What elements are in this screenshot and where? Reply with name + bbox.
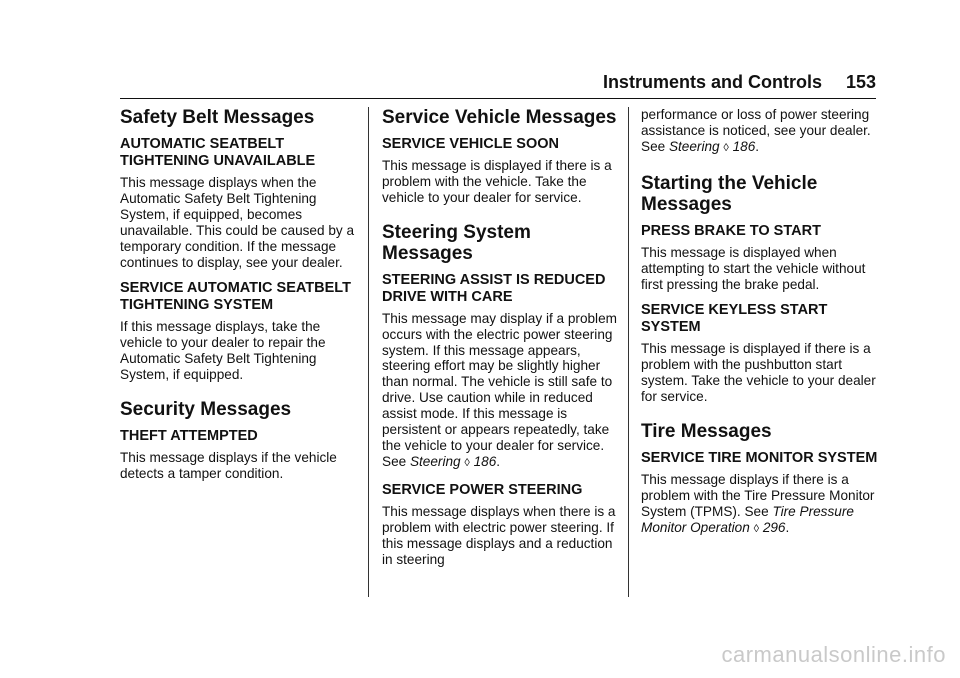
subheading-press-brake-to-start: PRESS BRAKE TO START [641, 222, 821, 239]
heading-safety-belt-messages: Safety Belt Messages [120, 107, 315, 128]
paragraph-text: performance or loss of power steering assistance is noticed, see your dealer. See [641, 107, 871, 154]
section-title: Instruments and Controls [602, 72, 822, 92]
paragraph: This message may display if a problem occurs with the electric power steering system. If this message appears, steering effort may be slightly higher than normal. The vehicle is still safe to drive. Use caution while in reduced assist mode. If this message is persistent or appears repeatedly, take the vehicle to your dealer for service. See Steering ◊ 186. [382, 310, 617, 469]
page-reference-icon: ◊ [464, 456, 470, 469]
heading-service-vehicle-messages: Service Vehicle Messages [382, 107, 617, 128]
subheading-service-tire-monitor-system: SERVICE TIRE MONITOR SYSTEM [641, 450, 878, 467]
subheading-theft-attempted: THEFT ATTEMPTED [120, 428, 258, 445]
subheading-service-vehicle-soon: SERVICE VEHICLE SOON [382, 136, 559, 152]
page-reference-icon: ◊ [753, 522, 760, 535]
column-1 [120, 107, 358, 492]
column-divider [628, 107, 629, 597]
column-3 [641, 107, 879, 548]
paragraph: This message displays if there is a problem with the Tire Pressure Monitor System (TPMS). See Tire Pressure Monitor Operation ◊ 296. [641, 472, 875, 535]
paragraph: This message displays when the Automatic Safety Belt Tightening System, if equipped, becomes unavailable. This could be caused by a temporary condition. If the message continues to display, see your dealer. [120, 175, 355, 270]
subheading-service-keyless-start-system: SERVICE KEYLESS START SYSTEM [641, 302, 828, 336]
paragraph: This message displays if the vehicle detects a tamper condition. [120, 450, 337, 481]
subheading-service-power-steering: SERVICE POWER STEERING [382, 481, 583, 498]
subheading-service-automatic-seatbelt: SERVICE AUTOMATIC SEATBELT TIGHTENING SYSTEM [120, 280, 351, 314]
cross-reference-link[interactable]: Steering ◊ 186 [409, 453, 497, 469]
paragraph: This message is displayed when attempting to start the vehicle without first pressing the brake pedal. [641, 244, 866, 292]
page-number: 153 [845, 72, 876, 92]
paragraph-continued: performance or loss of power steering assistance is noticed, see your dealer. See Steering ◊ 186. [641, 107, 871, 154]
paragraph: If this message displays, take the vehicle to your dealer to repair the Automatic Safety Belt Tightening System, if equipped. [120, 319, 326, 383]
column-2 [382, 107, 620, 577]
column-divider [368, 107, 369, 597]
heading-tire-messages: Tire Messages [641, 421, 772, 443]
subheading-automatic-seatbelt-tightening-unavailable: AUTOMATIC SEATBELT TIGHTENING UNAVAILABLE [120, 136, 316, 169]
cross-reference-link[interactable]: Steering ◊ 186 [668, 138, 756, 154]
paragraph: This message displays when there is a problem with electric power steering. If this message displays and a reduction in steering [382, 503, 616, 567]
subheading-steering-assist-reduced: STEERING ASSIST IS REDUCED DRIVE WITH CARE [382, 271, 606, 305]
paragraph-text: This message may display if a problem occurs with the electric power steering system. If this message appears, steering effort may be slightly higher than normal. The vehicle is still safe to drive. Use caution while in reduced assist mode. If this message is persistent or appears repeatedly, take the vehicle to your dealer for service. See [382, 310, 617, 469]
paragraph-text: This message displays if there is a problem with the Tire Pressure Monitor System (TPMS). See [641, 472, 875, 519]
cross-reference-link[interactable]: Tire Pressure Monitor Operation ◊ 296 [641, 503, 854, 535]
paragraph: This message is displayed if there is a problem with the vehicle. Take the vehicle to your dealer for service. [382, 158, 612, 205]
heading-steering-system-messages: Steering System Messages [382, 221, 531, 264]
page-header [120, 72, 876, 99]
watermark: carmanualsonline.info [721, 642, 946, 667]
heading-starting-the-vehicle-messages: Starting the Vehicle Messages [641, 172, 818, 215]
heading-security-messages: Security Messages [120, 399, 292, 421]
page-reference-icon: ◊ [723, 141, 729, 154]
paragraph: This message is displayed if there is a problem with the pushbutton start system. Take the vehicle to your dealer for service. [641, 341, 876, 405]
